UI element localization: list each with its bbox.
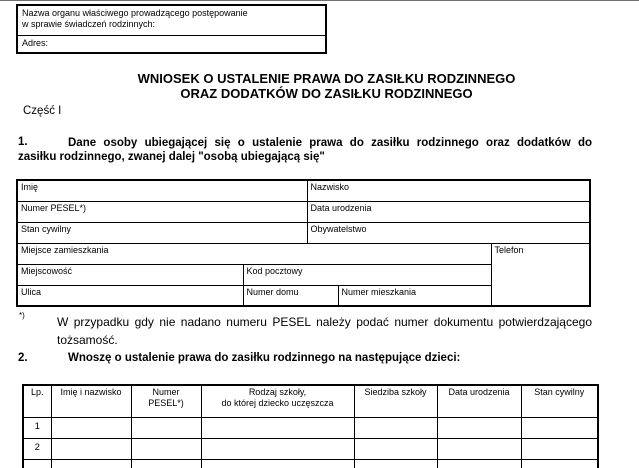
empty-cell bbox=[131, 459, 201, 468]
section1-number: 1. bbox=[18, 136, 28, 148]
footnote-marker: *) bbox=[19, 311, 25, 320]
authority-box bbox=[16, 4, 327, 54]
empty-cell bbox=[437, 438, 521, 459]
form-title-line2: ORAZ DODATKÓW DO ZASIŁKU RODZINNEGO bbox=[180, 86, 473, 101]
empty-cell bbox=[521, 438, 598, 459]
field-data-urodzenia: Data urodzenia bbox=[307, 201, 590, 222]
field-pesel: Numer PESEL*) bbox=[17, 201, 307, 222]
table-row-clipped bbox=[23, 459, 598, 468]
col-header-lp: Lp. bbox=[23, 385, 51, 417]
field-numer-mieszkania: Numer mieszkania bbox=[338, 285, 491, 306]
empty-cell bbox=[201, 417, 354, 438]
empty-cell bbox=[354, 438, 437, 459]
table-row bbox=[17, 243, 590, 264]
table-row bbox=[17, 180, 590, 201]
empty-cell bbox=[51, 438, 131, 459]
authority-name-label-line2: w sprawie świadczeń rodzinnych: bbox=[22, 19, 156, 29]
empty-cell bbox=[521, 417, 598, 438]
section1-heading-line1: Dane osoby ubiegającej się o ustalenie prawa do zasiłku rodzinnego oraz dodatków do bbox=[68, 137, 592, 149]
authority-address-cell bbox=[18, 36, 325, 51]
field-stan-cywilny: Stan cywilny bbox=[17, 222, 307, 243]
page-top-edge-line bbox=[0, 0, 639, 1]
applicant-info-table bbox=[16, 179, 591, 307]
section2-number: 2. bbox=[18, 352, 28, 364]
col-header-rodzaj-szkoly-line1: Rodzaj szkoły, bbox=[248, 387, 307, 397]
address-label: Adres: bbox=[22, 38, 49, 48]
empty-cell bbox=[437, 459, 521, 468]
field-telefon: Telefon bbox=[491, 243, 590, 306]
children-table-header-row bbox=[23, 385, 598, 417]
empty-cell bbox=[437, 417, 521, 438]
empty-cell bbox=[131, 417, 201, 438]
part-label: Część I bbox=[23, 105, 62, 117]
col-header-pesel: Numer PESEL*) bbox=[131, 385, 201, 417]
col-header-rodzaj-szkoly bbox=[201, 385, 354, 417]
empty-cell bbox=[51, 417, 131, 438]
field-kod-pocztowy: Kod pocztowy bbox=[243, 264, 491, 285]
col-header-stan-cywilny: Stan cywilny bbox=[521, 385, 598, 417]
table-row bbox=[17, 201, 590, 222]
table-row bbox=[17, 222, 590, 243]
field-numer-domu: Numer domu bbox=[243, 285, 338, 306]
field-ulica: Ulica bbox=[17, 285, 243, 306]
field-nazwisko: Nazwisko bbox=[307, 180, 590, 201]
form-title bbox=[16, 71, 637, 101]
col-header-data-urodzenia: Data urodzenia bbox=[437, 385, 521, 417]
section1-heading-line2: zasiłku rodzinnego, zwanej dalej "osobą ubiegającą się" bbox=[18, 151, 325, 163]
table-row bbox=[23, 417, 598, 438]
col-header-siedziba-szkoly: Siedziba szkoły bbox=[354, 385, 437, 417]
row-number bbox=[23, 459, 51, 468]
form-title-line1: WNIOSEK O USTALENIE PRAWA DO ZASIŁKU RODZINNEGO bbox=[137, 71, 516, 86]
empty-cell bbox=[354, 459, 437, 468]
authority-name-cell bbox=[18, 6, 325, 36]
table-row bbox=[23, 438, 598, 459]
field-miejscowosc: Miejscowość bbox=[17, 264, 243, 285]
empty-cell bbox=[521, 459, 598, 468]
section2-heading: Wnoszę o ustalenie prawa do zasiłku rodzinnego na następujące dzieci: bbox=[68, 352, 461, 364]
footnote-line1: W przypadku gdy nie nadano numeru PESEL należy podać numer dokumentu potwierdzającego bbox=[57, 315, 592, 329]
col-header-rodzaj-szkoly-line2: do której dziecko uczęszcza bbox=[221, 398, 334, 408]
row-number: 1 bbox=[23, 417, 51, 438]
field-obywatelstwo: Obywatelstwo bbox=[307, 222, 590, 243]
authority-name-label-line1: Nazwa organu właściwego prowadzącego postępowanie bbox=[22, 8, 248, 18]
empty-cell bbox=[201, 438, 354, 459]
field-imie: Imię bbox=[17, 180, 307, 201]
children-table bbox=[22, 384, 599, 468]
row-number: 2 bbox=[23, 438, 51, 459]
field-miejsce-zamieszkania: Miejsce zamieszkania bbox=[17, 243, 491, 264]
empty-cell bbox=[51, 459, 131, 468]
empty-cell bbox=[354, 417, 437, 438]
empty-cell bbox=[131, 438, 201, 459]
col-header-imie-nazwisko: Imię i nazwisko bbox=[51, 385, 131, 417]
footnote-line2: tożsamość. bbox=[57, 333, 118, 347]
empty-cell bbox=[201, 459, 354, 468]
